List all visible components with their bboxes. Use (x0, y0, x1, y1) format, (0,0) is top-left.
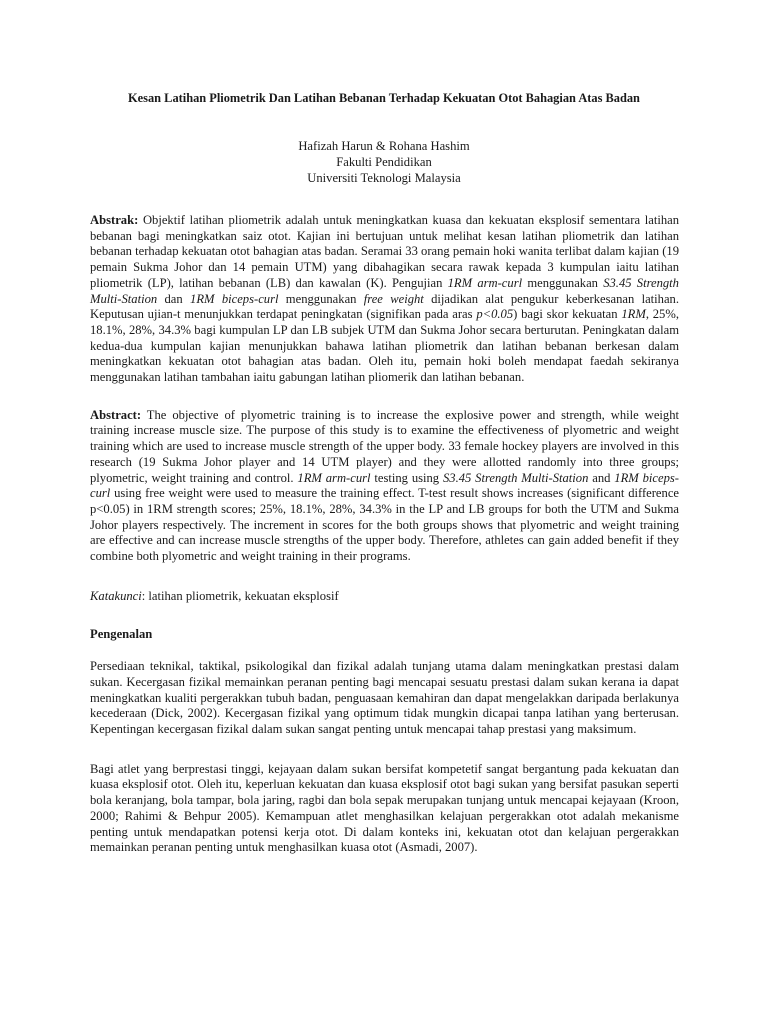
abstrak-text: , 25%, 18.1%, 28%, 34.3% bagi kumpulan LP dan LB subjek UTM dan Sukma Johor secara berturutan. Peningkatan dalam kedua-dua kumpulan kajian menunjukkan bahawa latihan pliometrik dan latihan bebanan berkesan dalam meningkatkan kekuatan otot bahagian atas badan. Oleh itu, pemain hoki boleh mendapat faedah sekiranya menggunakan latihan tambahan iaitu gabungan latihan pliomerik dan latihan bebanan. (90, 307, 679, 385)
section-heading: Pengenalan (90, 627, 153, 642)
abstrak-text: dan (157, 291, 191, 306)
paper-body (90, 213, 679, 872)
abstract-term: S3.45 Strength Multi-Station (442, 470, 589, 485)
abstract-paragraph (90, 408, 679, 565)
abstract-label: Abstract: (90, 407, 142, 422)
abstract-text: The objective of plyometric training is to increase the explosive power and strength, while weight training increase muscle size. The purpose of this study is to examine the effectiveness of plyometric and weight training which are used to increase muscle strength of the upper body. 33 female hockey players are involved in this research (19 Sukma Johor player and 14 UTM player) and they were allotted randomly into three groups; plyometric, weight training and control. (90, 407, 679, 485)
abstract-text: and (588, 470, 615, 485)
keywords-line (90, 589, 679, 605)
abstrak-term: free weight (363, 291, 424, 306)
author-block (0, 138, 768, 186)
abstract-text: testing using (370, 470, 443, 485)
abstrak-label: Abstrak: (90, 213, 139, 227)
abstrak-text: dijadikan alat pengukur keberkesanan latihan. Keputusan ujian-t menunjukkan terdapat peningkatan (signifikan pada aras (90, 291, 679, 322)
paper-title: Kesan Latihan Pliometrik Dan Latihan Bebanan Terhadap Kekuatan Otot Bahagian Atas Badan (128, 91, 640, 105)
abstrak-text: Objektif latihan pliometrik adalah untuk meningkatkan kuasa dan kekuatan eksplosif sementara latihan bebanan bagi meningkatkan saiz otot. Kajian ini bertujuan untuk melihat kesan latihan pliometrik dan latihan bebanan terhadap kekuatan otot bahagian atas badan. Seramai 33 orang pemain hoki wanita terlibat dalam kajian (19 pemain Sukma Johor dan 14 pemain UTM) yang dibahagikan secara rawak kepada 3 kumpulan iaitu latihan pliometrik (LP), latihan bebanan (LB) dan kawalan (K). Pengujian (90, 213, 679, 290)
abstrak-paragraph (90, 213, 679, 386)
abstrak-term: p<0.05 (476, 307, 514, 322)
abstrak-term: 1RM (621, 307, 646, 322)
abstract-text: using free weight were used to measure the training effect. T-test result shows increases (significant difference p<0.05) in 1RM strength scores; 25%, 18.1%, 28%, 34.3% in the LP and LB groups for both the UTM and Sukma Johor players respectively. The increment in scores for the both groups shows that plyometric and weight training are effective and can increase muscle strengths of the upper body. Therefore, athletes can gain added benefit if they combine both plyometric and weight training in their programs. (90, 486, 679, 564)
abstrak-text: menggunakan (278, 291, 364, 306)
abstrak-text: menggunakan (522, 275, 604, 290)
faculty-name: Fakulti Pendidikan (336, 155, 432, 169)
abstract-term: 1RM biceps-curl (90, 470, 679, 501)
abstrak-text: ) bagi skor kekuatan (513, 307, 622, 322)
keywords-text: : latihan pliometrik, kekuatan eksplosif (141, 588, 339, 603)
keywords-label: Katakunci (90, 588, 142, 603)
intro-paragraph-1: Persediaan teknikal, taktikal, psikologikal dan fizikal adalah tunjang utama dalam meningkatkan prestasi dalam sukan. Kecergasan fizikal memainkan peranan penting bagi mencapai sesuatu prestasi dalam sukan kerana ia dapat meningkatkan kualiti pergerakkan tubuh badan, penguasaan kemahiran dan dapat mengelakkan daripada berlakunya kecederaan (Dick, 2002). Kecergasan fizikal yang optimum tidak mungkin dicapai tanpa latihan yang berterusan. Kepentingan kecergasan fizikal dalam sukan sangat penting untuk mencapai tahap prestasi yang maksimum. (90, 659, 679, 736)
intro-paragraph-2: Bagi atlet yang berprestasi tinggi, kejayaan dalam sukan bersifat kompetetif sangat bergantung pada kekuatan dan kuasa eksplosif otot. Oleh itu, keperluan kekuatan dan kuasa eksplosif otot bagi sukan yang bersifat pasukan seperti bola keranjang, bola tampar, bola jaring, ragbi dan bola sepak merupakan tunjang untuk mencapai kejayaan (Kroon, 2000; Rahimi & Behpur 2005). Kemampuan atlet menghasilkan kelajuan pergerakkan otot adalah mekanisme penting untuk mendapatkan potensi kerja otot. Di dalam konteks ini, kekuatan otot dan kelajuan pergerakkan memainkan peranan penting untuk menghasilkan kuasa otot (Asmadi, 2007). (90, 761, 679, 855)
abstrak-term: 1RM biceps-curl (190, 291, 279, 306)
university-name: Universiti Teknologi Malaysia (307, 171, 461, 185)
abstrak-term: S3.45 Strength Multi-Station (90, 275, 679, 306)
author-names: Hafizah Harun & Rohana Hashim (298, 139, 470, 153)
abstract-term: 1RM arm-curl (297, 470, 371, 485)
abstrak-term: 1RM arm-curl (447, 275, 523, 290)
